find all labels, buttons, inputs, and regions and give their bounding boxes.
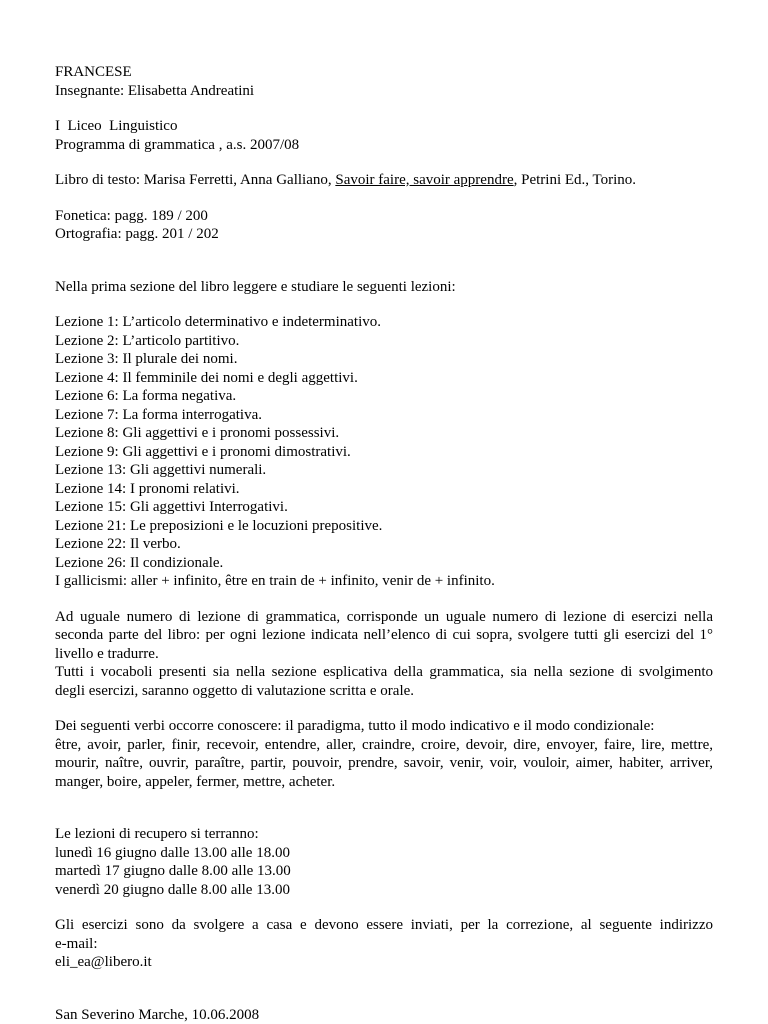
submission-paragraph <box>55 916 713 972</box>
list-item: martedì 17 giugno dalle 8.00 alle 13.00 <box>55 862 713 881</box>
paragraph-line: livello e tradurre. <box>55 645 713 664</box>
verbs-list <box>55 736 713 792</box>
verbs-intro: Dei seguenti verbi occorre conoscere: il paradigma, tutto il modo indicativo e il modo condizionale: <box>55 717 713 736</box>
list-item: Lezione 7: La forma interrogativa. <box>55 406 713 425</box>
paragraph-line: Gli esercizi sono da svolgere a casa e devono essere inviati, per la correzione, al seguente indirizzo <box>55 916 713 935</box>
recovery-intro: Le lezioni di recupero si terranno: <box>55 825 713 844</box>
list-item: Lezione 13: Gli aggettivi numerali. <box>55 461 713 480</box>
vocab-paragraph <box>55 663 713 700</box>
list-item: Lezione 1: L’articolo determinativo e indeterminativo. <box>55 313 713 332</box>
list-item: Lezione 4: Il femminile dei nomi e degli aggettivi. <box>55 369 713 388</box>
subject-heading: FRANCESE <box>55 63 713 82</box>
list-item: venerdì 20 giugno dalle 8.00 alle 13.00 <box>55 881 713 900</box>
paragraph-line: Tutti i vocaboli presenti sia nella sezione esplicativa della grammatica, sia nella sezione di svolgimento <box>55 663 713 682</box>
recovery-dates <box>55 844 713 900</box>
list-item: Lezione 8: Gli aggettivi e i pronomi possessivi. <box>55 424 713 443</box>
program-line: Programma di grammatica , a.s. 2007/08 <box>55 136 713 155</box>
textbook-suffix: , Petrini Ed., Torino. <box>514 172 636 188</box>
class-name: I Liceo Linguistico <box>55 117 713 136</box>
textbook-prefix: Libro di testo: Marisa Ferretti, Anna Galliano, <box>55 172 335 188</box>
list-item: Lezione 9: Gli aggettivi e i pronomi dimostrativi. <box>55 443 713 462</box>
textbook-title: Savoir faire, savoir apprendre <box>335 172 513 188</box>
paragraph-line: manger, boire, appeler, fermer, mettre, acheter. <box>55 773 713 792</box>
lessons-intro: Nella prima sezione del libro leggere e studiare le seguenti lezioni: <box>55 278 713 297</box>
paragraph-line: Ad uguale numero di lezione di grammatica, corrisponde un uguale numero di lezione di esercizi nella <box>55 608 713 627</box>
list-item: Lezione 21: Le preposizioni e le locuzioni prepositive. <box>55 517 713 536</box>
paragraph-line: e-mail: <box>55 935 713 954</box>
lessons-list <box>55 313 713 591</box>
email-address: eli_ea@libero.it <box>55 953 713 972</box>
paragraph-line: être, avoir, parler, finir, recevoir, entendre, aller, craindre, croire, devoir, dire, envoyer, faire, lire, mettre, <box>55 736 713 755</box>
textbook-line <box>55 171 713 190</box>
exercises-paragraph <box>55 608 713 664</box>
list-item: Lezione 2: L’articolo partitivo. <box>55 332 713 351</box>
paragraph-line: mourir, naître, ouvrir, paraître, partir, pouvoir, prendre, savoir, venir, voir, vouloir, aimer, habiter, arriver, <box>55 754 713 773</box>
place-date: San Severino Marche, 10.06.2008 <box>55 1006 713 1024</box>
list-item: I gallicismi: aller + infinito, être en train de + infinito, venir de + infinito. <box>55 572 713 591</box>
list-item: Lezione 3: Il plurale dei nomi. <box>55 350 713 369</box>
list-item: Lezione 26: Il condizionale. <box>55 554 713 573</box>
paragraph-line: degli esercizi, saranno oggetto di valutazione scritta e orale. <box>55 682 713 701</box>
list-item: Lezione 22: Il verbo. <box>55 535 713 554</box>
paragraph-line: seconda parte del libro: per ogni lezione indicata nell’elenco di cui sopra, svolgere tutti gli esercizi del 1° <box>55 626 713 645</box>
list-item: Lezione 6: La forma negativa. <box>55 387 713 406</box>
list-item: Lezione 14: I pronomi relativi. <box>55 480 713 499</box>
list-item: lunedì 16 giugno dalle 13.00 alle 18.00 <box>55 844 713 863</box>
list-item: Lezione 15: Gli aggettivi Interrogativi. <box>55 498 713 517</box>
phonetics-pages: Fonetica: pagg. 189 / 200 <box>55 207 713 226</box>
spelling-pages: Ortografia: pagg. 201 / 202 <box>55 225 713 244</box>
teacher-line: Insegnante: Elisabetta Andreatini <box>55 82 713 101</box>
